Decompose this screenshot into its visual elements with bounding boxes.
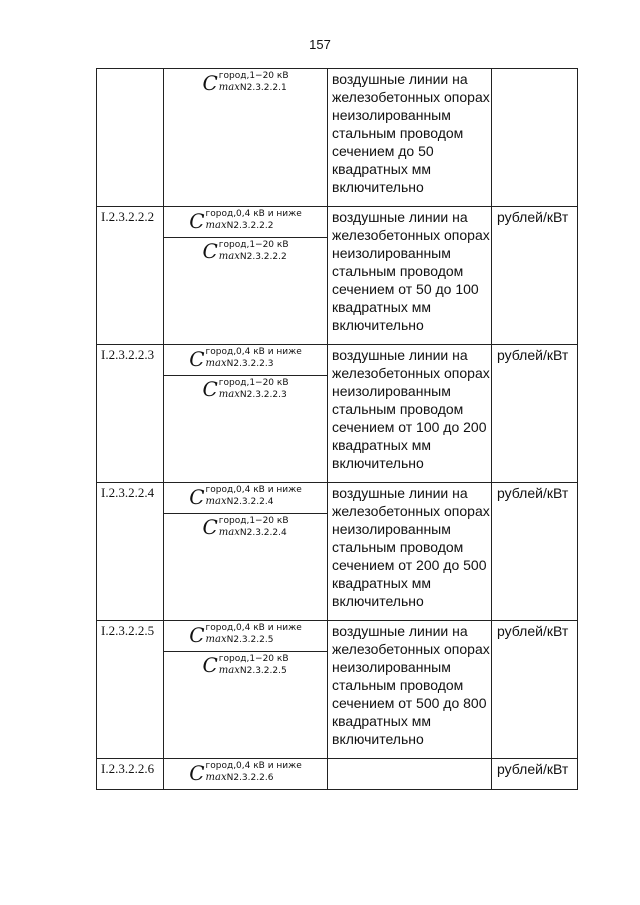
formula-subscript: N2.3.2.2.2 xyxy=(239,251,287,262)
table-row xyxy=(97,621,578,759)
formula: C город,0,4 кВ и ниже maxN2.3.2.2.2 xyxy=(164,207,327,238)
description-cell: воздушные линии на железобетонных опорах неизолированным стальным проводом сечением до 50 квадратных мм включительно xyxy=(328,69,492,207)
formula-cell xyxy=(164,759,328,790)
description-cell: воздушные линии на железобетонных опорах неизолированным стальным проводом сечением от 500 до 800 квадратных мм включительно xyxy=(328,621,492,759)
formula-cell xyxy=(164,483,328,621)
formula: C город,1−20 кВ maxN2.3.2.2.4 xyxy=(202,515,289,539)
unit-cell: рублей/кВт xyxy=(492,621,578,759)
page-number: 157 xyxy=(309,37,331,52)
code-cell: I.2.3.2.2.4 xyxy=(97,483,164,621)
formula: C город,0,4 кВ и ниже maxN2.3.2.2.6 xyxy=(189,760,302,785)
formula-cell xyxy=(164,207,328,345)
formula-subscript: N2.3.2.2.3 xyxy=(239,389,287,400)
unit-cell xyxy=(492,69,578,207)
formula: C город,1−20 кВ maxN2.3.2.2.5 xyxy=(202,653,289,677)
description-cell xyxy=(328,759,492,790)
formula-superscript: город,1−20 кВ xyxy=(218,653,289,664)
code-cell: I.2.3.2.2.5 xyxy=(97,621,164,759)
formula: C город,1−20 кВ maxN2.3.2.2.3 xyxy=(202,377,289,401)
formula: C город,0,4 кВ и ниже maxN2.3.2.2.5 xyxy=(164,621,327,652)
formula-cell xyxy=(164,621,328,759)
formula-superscript: город,0,4 кВ и ниже xyxy=(205,209,302,219)
formula: C город,1−20 кВ maxN2.3.2.2.2 xyxy=(202,239,289,263)
description-cell: воздушные линии на железобетонных опорах неизолированным стальным проводом сечением от 200 до 500 квадратных мм включительно xyxy=(328,483,492,621)
code-cell: I.2.3.2.2.2 xyxy=(97,207,164,345)
description-cell: воздушные линии на железобетонных опорах неизолированным стальным проводом сечением от 100 до 200 квадратных мм включительно xyxy=(328,345,492,483)
formula-subscript: N2.3.2.2.4 xyxy=(239,527,287,538)
formula: C город,0,4 кВ и ниже maxN2.3.2.2.3 xyxy=(164,345,327,376)
unit-cell: рублей/кВт xyxy=(492,207,578,345)
code-cell: I.2.3.2.2.3 xyxy=(97,345,164,483)
formula-superscript: город,0,4 кВ и ниже xyxy=(205,623,302,633)
formula-subscript: N2.3.2.2.3 xyxy=(226,359,274,369)
formula-superscript: город,0,4 кВ и ниже xyxy=(205,761,302,771)
code-cell xyxy=(97,69,164,207)
table-row xyxy=(97,483,578,621)
formula-cell xyxy=(164,69,328,207)
unit-cell: рублей/кВт xyxy=(492,483,578,621)
description-cell: воздушные линии на железобетонных опорах неизолированным стальным проводом сечением от 50 до 100 квадратных мм включительно xyxy=(328,207,492,345)
table-row xyxy=(97,759,578,790)
formula: C город,1−20 кВ maxN2.3.2.2.1 xyxy=(202,70,289,95)
formula-superscript: город,1−20 кВ xyxy=(218,377,289,388)
formula-cell xyxy=(164,345,328,483)
formula-subscript: N2.3.2.2.5 xyxy=(239,665,287,676)
formula-subscript: N2.3.2.2.6 xyxy=(226,773,274,783)
formula-superscript: город,0,4 кВ и ниже xyxy=(205,485,302,495)
table-row xyxy=(97,345,578,483)
formula-subscript: N2.3.2.2.1 xyxy=(239,83,287,93)
formula: C город,0,4 кВ и ниже maxN2.3.2.2.4 xyxy=(164,483,327,514)
tariff-table xyxy=(96,68,578,790)
formula-superscript: город,1−20 кВ xyxy=(218,239,289,250)
formula-subscript: N2.3.2.2.4 xyxy=(226,497,274,507)
table-row xyxy=(97,207,578,345)
formula-superscript: город,1−20 кВ xyxy=(218,515,289,526)
formula-subscript: N2.3.2.2.2 xyxy=(226,221,274,231)
formula-superscript: город,1−20 кВ xyxy=(218,71,289,81)
code-cell: I.2.3.2.2.6 xyxy=(97,759,164,790)
unit-cell: рублей/кВт xyxy=(492,345,578,483)
formula-subscript: N2.3.2.2.5 xyxy=(226,635,274,645)
table-row xyxy=(97,69,578,207)
unit-cell: рублей/кВт xyxy=(492,759,578,790)
formula-superscript: город,0,4 кВ и ниже xyxy=(205,347,302,357)
